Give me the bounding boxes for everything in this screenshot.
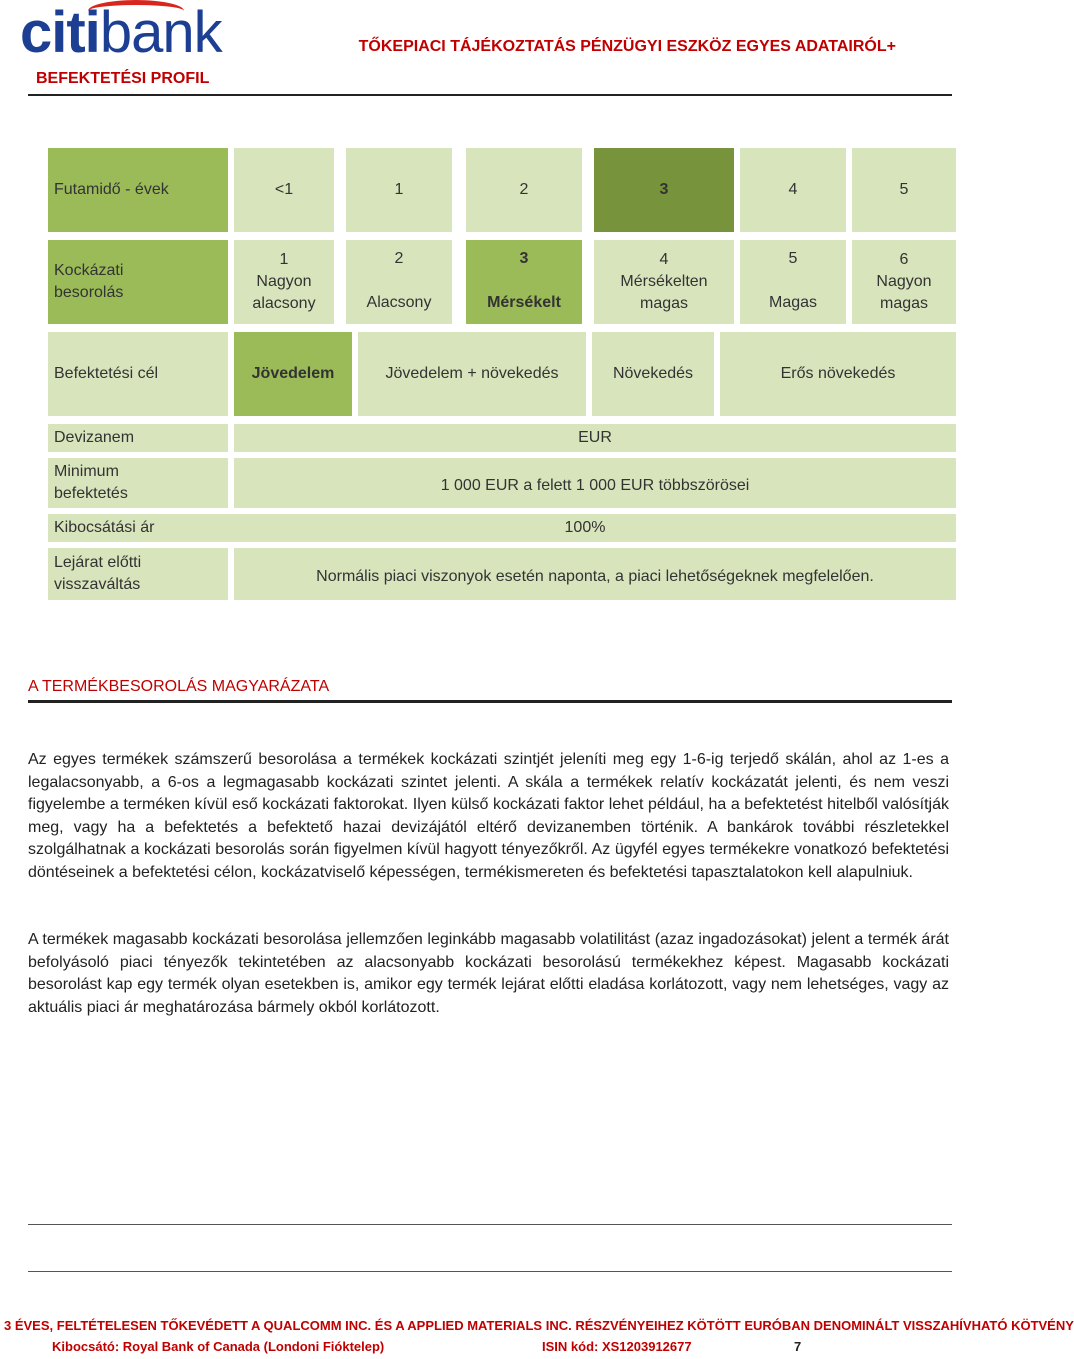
currency-label: Devizanem [48, 424, 228, 452]
page-number: 7 [794, 1339, 802, 1354]
goal-cell-selected: Jövedelem [234, 332, 352, 416]
goal-cell: Jövedelem + növekedés [358, 332, 586, 416]
minimum-label: Minimum befektetés [48, 458, 228, 508]
footer-issuer: Kibocsátó: Royal Bank of Canada (Londoni Fióktelep) [52, 1339, 385, 1354]
explanation-paragraph-1: Az egyes termékek számszerű besorolása a termékek kockázati szintjét jeleníti meg egy 1-6-ig terjedő skálán, ahol az 1-es a legalacsonyabb, a 6-os a legmagasabb kockázati szintet jelenti. A skála a termékek relatív kockázatát jelenti, és nem veszi figyelembe a terméken kívül eső kockázati faktorokat. Ilyen külső kockázati faktor lehet például, ha a befektetést hitelből valósítják meg, vagy ha a befektetés a befektető hazai devizájától eltérő devizanemben történik. A bankárok további részletekkel szolgálhatnak a kockázati besorolás során figyelmen kívül hagyott tényezőkről. Az ügyfél egyes termékekre vonatkozó befektetési döntéseinek a befektetési célon, kockázatviselő képességen, termékismereten és befektetési tapasztalatokon kell alapulniuk. [28, 751, 949, 881]
explanation-title: A TERMÉKBESOROLÁS MAGYARÁZATA [28, 678, 330, 695]
risk-label: Kockázati besorolás [48, 240, 228, 324]
currency-value: EUR [234, 424, 956, 452]
explanation-paragraph-2: A termékek magasabb kockázati besorolása jellemzően leginkább magasabb volatilitást (azaz ingadozásokat) jelent a termék árát befolyásoló piaci tényezők tekintetében az alacsonyabb kockázati besorolású termékekhez képest. Magasabb kockázati besorolást kap egy termék olyan esetekben is, amikor egy termék lejárat előtti eladása korlátozott, vagy nem lehetséges, vagy az aktuális piaci ár meghatározása bármely okból korlátozott. [28, 931, 949, 1016]
risk-cell: 4 Mérsékelten magas [594, 240, 734, 324]
maturity-cell: 5 [852, 148, 956, 232]
footer-divider [28, 1271, 952, 1272]
early-redemption-label: Lejárat előtti visszaváltás [48, 548, 228, 600]
risk-cell: 1 Nagyon alacsony [234, 240, 334, 324]
risk-cell: 2 Alacsony [346, 240, 452, 324]
document-title: TŐKEPIACI TÁJÉKOZTATÁS PÉNZÜGYI ESZKÖZ EGYES ADATAIRÓL+ [358, 38, 896, 55]
maturity-cell-selected: 3 [594, 148, 734, 232]
section-title: BEFEKTETÉSI PROFIL [36, 70, 210, 87]
goal-label: Befektetési cél [48, 332, 228, 416]
citibank-logo: citibank [20, 0, 222, 65]
issue-price-label: Kibocsátási ár [48, 514, 956, 542]
footer-isin: ISIN kód: XS1203912677 [542, 1339, 692, 1354]
explanation-divider [28, 700, 952, 703]
maturity-label: Futamidő - évek [48, 148, 228, 232]
header-divider [28, 94, 952, 96]
footer-product: 3 ÉVES, FELTÉTELESEN TŐKEVÉDETT A QUALCOMM INC. ÉS A APPLIED MATERIALS INC. RÉSZVÉNYEIHEZ KÖTÖTT EURÓBAN DENOMINÁLT VISSZAHÍVHATÓ KÖTVÉNY [4, 1318, 1074, 1333]
risk-cell: 5 Magas [740, 240, 846, 324]
maturity-cell: <1 [234, 148, 334, 232]
minimum-value: 1 000 EUR a felett 1 000 EUR többszörösei [234, 458, 956, 508]
footer-divider [28, 1224, 952, 1225]
early-redemption-value: Normális piaci viszonyok esetén naponta, a piaci lehetőségeknek megfelelően. [234, 548, 956, 600]
issue-price-value: 100% [564, 519, 606, 536]
maturity-cell: 2 [466, 148, 582, 232]
goal-cell: Növekedés [592, 332, 714, 416]
risk-cell: 6 Nagyon magas [852, 240, 956, 324]
goal-cell: Erős növekedés [720, 332, 956, 416]
maturity-cell: 1 [346, 148, 452, 232]
risk-cell-selected: 3 Mérsékelt [466, 240, 582, 324]
maturity-cell: 4 [740, 148, 846, 232]
